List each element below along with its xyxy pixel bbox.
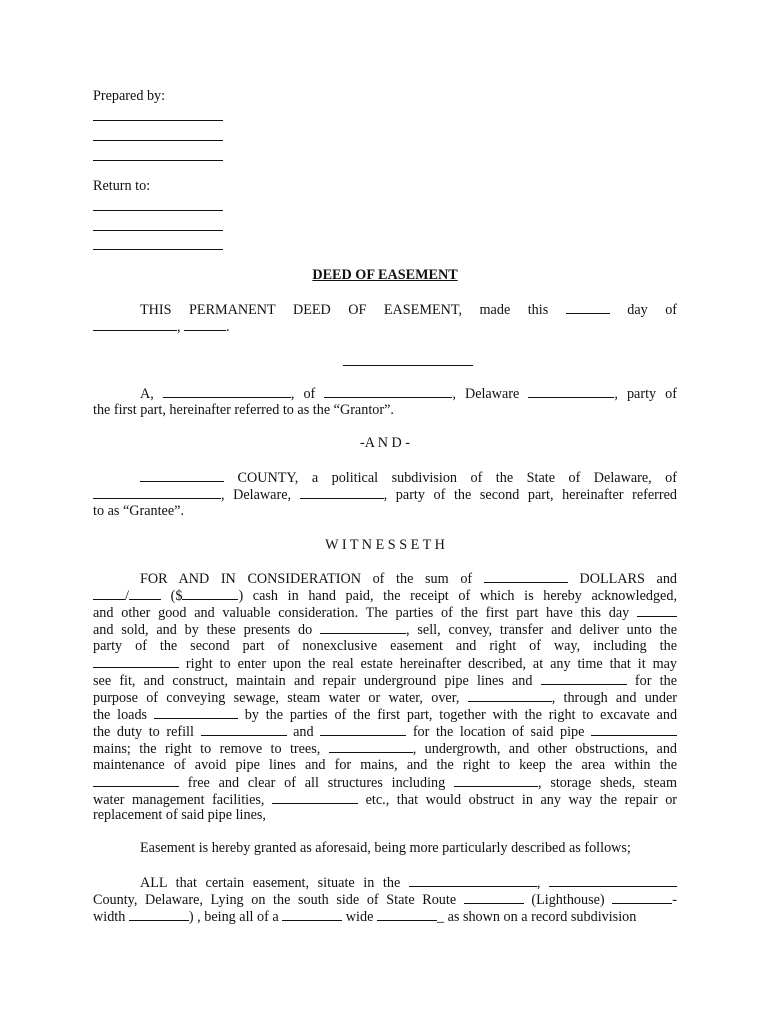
amount-blank <box>182 587 238 600</box>
consideration-line-12: maintenance of avoid pipe lines and for mains, and the right to keep the area within the <box>93 757 677 773</box>
grantee-address-blank <box>93 486 221 499</box>
structures-blank <box>454 774 538 787</box>
consideration-text-11b: , undergrowth, and other obstructions, and <box>412 741 678 757</box>
area-blank <box>93 774 179 787</box>
sum-blank <box>484 570 568 583</box>
intro-period: . <box>226 319 230 335</box>
grantee-line-1 <box>93 469 677 487</box>
consideration-text-9b: by the parties of the first part, together with the right to excavate and <box>244 707 678 723</box>
over-blank <box>468 689 552 702</box>
witnesseth-heading: W I T N E S S E T H <box>325 537 445 553</box>
pipe-lines-blank <box>541 672 627 685</box>
all-certain-line-1 <box>93 874 677 892</box>
slash: / <box>125 588 129 604</box>
document-title: DEED OF EASEMENT <box>312 267 458 283</box>
grantor-delaware: , Delaware <box>452 386 520 402</box>
wide-text: wide <box>345 909 374 925</box>
prepared-by-label: Prepared by: <box>93 88 166 104</box>
refill-blank <box>201 723 287 736</box>
grantor-line-2: the first part, hereinafter referred to as the “Grantor”. <box>93 402 394 418</box>
prepared-by-line-3 <box>93 160 223 161</box>
signature-divider <box>343 365 473 366</box>
width-blank <box>129 908 189 921</box>
consideration-text-13b: , storage sheds, steam <box>538 775 678 791</box>
pipe-location-blank <box>591 723 677 736</box>
intro-line-1 <box>93 301 677 319</box>
consideration-line-8 <box>93 689 677 707</box>
grantee-extra-blank <box>300 486 384 499</box>
consideration-line-13 <box>93 774 677 792</box>
wide-blank <box>377 908 437 921</box>
all-certain-comma: , <box>536 875 541 891</box>
all-certain-text-2a: County, Delaware, Lying on the south side of State Route <box>93 892 457 908</box>
consideration-line-9 <box>93 706 677 724</box>
consideration-text-6: right to enter upon the real estate hereinafter described, at any time that it may <box>185 656 677 672</box>
grantee-county-text: COUNTY, a political subdivision of the State of Delaware, of <box>237 470 677 486</box>
loads-blank <box>154 706 238 719</box>
consideration-text-13a: free and clear of all structures including <box>187 775 446 791</box>
consideration-line-10 <box>93 723 677 741</box>
year-blank <box>184 318 226 331</box>
trees-blank <box>329 740 413 753</box>
grant-blank <box>320 621 406 634</box>
all-certain-text-3d: _ as shown on a record subdivision <box>436 909 637 925</box>
grantor-of: , of <box>290 386 316 402</box>
dash: - <box>672 892 678 908</box>
hundred-blank <box>409 874 537 887</box>
all-certain-line-3 <box>93 908 677 926</box>
lighthouse-blank <box>612 891 672 904</box>
county-blank <box>140 469 224 482</box>
dollar-open: ($ <box>170 588 183 604</box>
intro-text: THIS PERMANENT DEED OF EASEMENT, made this <box>140 302 549 318</box>
consideration-text-14a: water management facilities, <box>93 792 265 808</box>
grantor-party-of: , party of <box>614 386 677 402</box>
all-certain-line-2 <box>93 891 677 909</box>
consideration-text-14b: etc., that would obstruct in any way the repair or <box>365 792 678 808</box>
all-certain-text-1a: ALL that certain easement, situate in the <box>140 875 401 891</box>
consideration-text-7a: see fit, and construct, maintain and repair underground pipe lines and <box>93 673 533 689</box>
consideration-text-3: and other good and valuable consideration. The parties of the first part have this day <box>93 605 630 621</box>
easement-granted-line: Easement is hereby granted as aforesaid, being more particularly described as follows; <box>140 840 631 856</box>
consideration-text-8a: purpose of conveying sewage, steam water or water, over, <box>93 690 460 706</box>
consideration-text-10c: for the location of said pipe <box>412 724 585 740</box>
consideration-text-10a: the duty to refill <box>93 724 194 740</box>
grantor-line-1 <box>93 385 677 403</box>
size-blank <box>282 908 342 921</box>
grantor-extra-blank <box>528 385 614 398</box>
consideration-text-9a: the loads <box>93 707 148 723</box>
grantor-name-blank <box>163 385 291 398</box>
return-to-line-2 <box>93 230 223 231</box>
consideration-line-7 <box>93 672 677 690</box>
route-blank <box>464 891 524 904</box>
month-blank <box>93 318 177 331</box>
consideration-text: FOR AND IN CONSIDERATION of the sum of <box>140 571 473 587</box>
intro-day-of: day of <box>627 302 678 318</box>
width-text: width <box>93 909 126 925</box>
consideration-line-5: party of the second part of nonexclusive easement and right of way, including the <box>93 638 677 654</box>
consideration-text-7b: for the <box>634 673 677 689</box>
consideration-line-15: replacement of said pipe lines, <box>93 807 266 823</box>
grantee-party-text: , party of the second part, hereinafter referred <box>383 487 678 503</box>
cents-blank-2 <box>129 587 161 600</box>
refill-and-blank <box>320 723 406 736</box>
prepared-by-line-1 <box>93 120 223 121</box>
cash-paid-text: ) cash in hand paid, the receipt of which is hereby acknowledged, <box>238 588 677 604</box>
consideration-line-2 <box>93 587 677 605</box>
consideration-text-10b: and <box>293 724 314 740</box>
grantee-line-2 <box>93 486 677 504</box>
cents-blank-1 <box>93 587 125 600</box>
intro-comma: , <box>177 319 181 335</box>
consideration-text-4b: , sell, convey, transfer and deliver unto the <box>406 622 678 638</box>
return-to-label: Return to: <box>93 178 151 194</box>
prepared-by-line-2 <box>93 140 223 141</box>
consideration-text-11a: mains; the right to remove to trees, <box>93 741 321 757</box>
return-to-line-1 <box>93 210 223 211</box>
grantee-line-3: to as “Grantee”. <box>93 503 184 519</box>
consideration-line-1 <box>93 570 677 588</box>
intro-line-2 <box>93 318 230 336</box>
and-separator: -A N D - <box>359 435 411 451</box>
consideration-text-4a: and sold, and by these presents do <box>93 622 313 638</box>
facilities-blank <box>272 791 358 804</box>
grantor-address-blank <box>324 385 452 398</box>
dollars-and: DOLLARS and <box>579 571 678 587</box>
grantee-delaware: , Delaware, <box>221 487 292 503</box>
county-name-blank <box>549 874 677 887</box>
consideration-line-4 <box>93 621 677 639</box>
day-blank <box>566 301 610 314</box>
right-blank <box>93 655 179 668</box>
grantor-a: A, <box>140 386 154 402</box>
consideration-text-8b: , through and under <box>551 690 677 706</box>
return-to-line-3 <box>93 249 223 250</box>
consideration-line-11 <box>93 740 677 758</box>
all-certain-text-3b: ) , being all of a <box>188 909 279 925</box>
consideration-line-6 <box>93 655 677 673</box>
lighthouse-text: (Lighthouse) <box>531 892 605 908</box>
granted-blank <box>637 604 677 617</box>
consideration-line-3 <box>93 604 677 622</box>
